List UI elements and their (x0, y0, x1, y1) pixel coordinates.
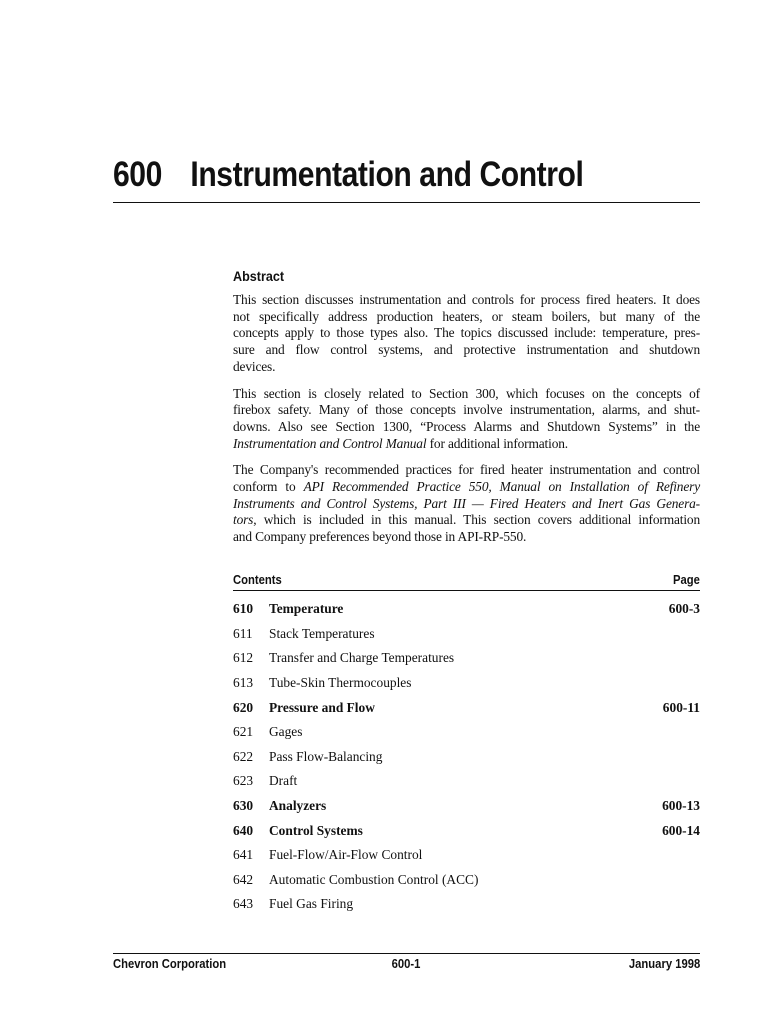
toc-entry[interactable] (233, 597, 700, 622)
toc-title: Fuel-Flow/Air-Flow Control (269, 847, 423, 863)
toc-page: 600-3 (668, 601, 700, 617)
toc-number: 643 (233, 896, 254, 912)
toc-entry[interactable] (233, 671, 700, 696)
toc-entry[interactable] (233, 622, 700, 647)
text-line (233, 436, 700, 453)
toc-page: 600-14 (662, 822, 700, 838)
text-line: The Company's recommended practices for fired heater instrumentation and control (233, 462, 700, 478)
toc-entry[interactable] (233, 646, 700, 671)
toc-title: Pressure and Flow (269, 699, 375, 715)
toc-title: Fuel Gas Firing (269, 896, 354, 912)
text-line (233, 496, 700, 513)
toc-number: 612 (233, 650, 254, 666)
toc-entry[interactable] (233, 769, 700, 794)
toc-number: 620 (233, 699, 254, 715)
text-line (233, 512, 700, 529)
toc-title: Gages (269, 724, 303, 740)
toc-title: Pass Flow-Balancing (269, 748, 383, 764)
footer-page-number: 600-1 (391, 957, 421, 971)
toc-number: 611 (233, 625, 253, 641)
footer-rule (113, 953, 700, 954)
page-title (113, 152, 620, 198)
toc-entry[interactable] (233, 695, 700, 720)
abstract-heading: Abstract (233, 268, 285, 284)
toc-title: Analyzers (269, 798, 327, 814)
footer-company: Chevron Corporation (113, 957, 227, 971)
text-line: sure and flow control systems, and protective instrumentation and shutdown (233, 342, 700, 358)
toc-entry[interactable] (233, 892, 700, 917)
text-line: This section is closely related to Section 300, which focuses on the concepts of (233, 385, 700, 401)
abstract-paragraph-2 (233, 386, 700, 453)
toc-entry[interactable] (233, 868, 700, 893)
abstract-section (233, 266, 700, 556)
toc-entry[interactable] (233, 818, 700, 843)
text-line: devices. (233, 358, 276, 374)
page-footer (113, 957, 700, 975)
text-line: and Company preferences beyond those in API-RP-550. (233, 529, 527, 545)
toc-number: 640 (233, 822, 254, 838)
text-line: not specifically address production heaters, or steam boilers, but many of the (233, 308, 700, 324)
contents-header (233, 568, 700, 591)
api-reference-title: tors (233, 512, 254, 528)
section-number: 600 (113, 155, 162, 194)
toc-page: 600-11 (662, 699, 700, 715)
text-line: firebox safety. Many of those concepts involve instrumentation, alarms, and shut- (233, 402, 700, 418)
contents-heading: Contents (233, 573, 282, 587)
toc-number: 622 (233, 748, 254, 764)
text-line: This section discusses instrumentation and controls for process fired heaters. It does (233, 292, 700, 307)
manual-title-link-text: Instrumentation and Control Manual (233, 435, 427, 451)
contents-table (233, 568, 700, 917)
toc-title: Temperature (269, 601, 344, 617)
toc-title: Tube-Skin Thermocouples (269, 675, 412, 691)
text-line: downs. Also see Section 1300, “Process Alarms and Shutdown Systems” in the (233, 418, 700, 434)
toc-number: 613 (233, 675, 254, 691)
toc-entry[interactable] (233, 745, 700, 770)
toc-title: Stack Temperatures (269, 625, 375, 641)
toc-number: 610 (233, 601, 254, 617)
toc-title: Draft (269, 773, 298, 789)
toc-title: Transfer and Charge Temperatures (269, 650, 455, 666)
toc-number: 642 (233, 871, 254, 887)
text-fragment: for additional information. (426, 435, 568, 451)
toc-page: 600-13 (662, 798, 700, 814)
text-fragment: , which is included in this manual. This section covers additional information (253, 512, 700, 528)
abstract-paragraph-3 (233, 462, 700, 546)
contents-list (233, 597, 700, 917)
abstract-paragraph-1 (233, 292, 700, 376)
page-column-heading: Page (673, 573, 700, 587)
toc-number: 623 (233, 773, 254, 789)
toc-entry[interactable] (233, 843, 700, 868)
toc-entry[interactable] (233, 794, 700, 819)
text-fragment: conform to (233, 479, 304, 495)
api-reference-title: Instruments and Control Systems, Part III — Fired Heaters and Inert Gas Genera- (233, 495, 700, 511)
toc-number: 621 (233, 724, 254, 740)
text-line: concepts apply to those types also. The topics discussed include: temperature, pres- (233, 325, 700, 341)
api-reference-title: API Recommended Practice 550, Manual on Installation of Refinery (303, 479, 700, 495)
title-rule (113, 202, 700, 203)
toc-entry[interactable] (233, 720, 700, 745)
section-title: Instrumentation and Control (190, 155, 584, 194)
toc-title: Automatic Combustion Control (ACC) (269, 871, 479, 887)
toc-number: 630 (233, 798, 254, 814)
toc-number: 641 (233, 847, 254, 863)
text-line (233, 479, 700, 496)
toc-title: Control Systems (269, 822, 363, 838)
footer-date: January 1998 (628, 957, 700, 971)
